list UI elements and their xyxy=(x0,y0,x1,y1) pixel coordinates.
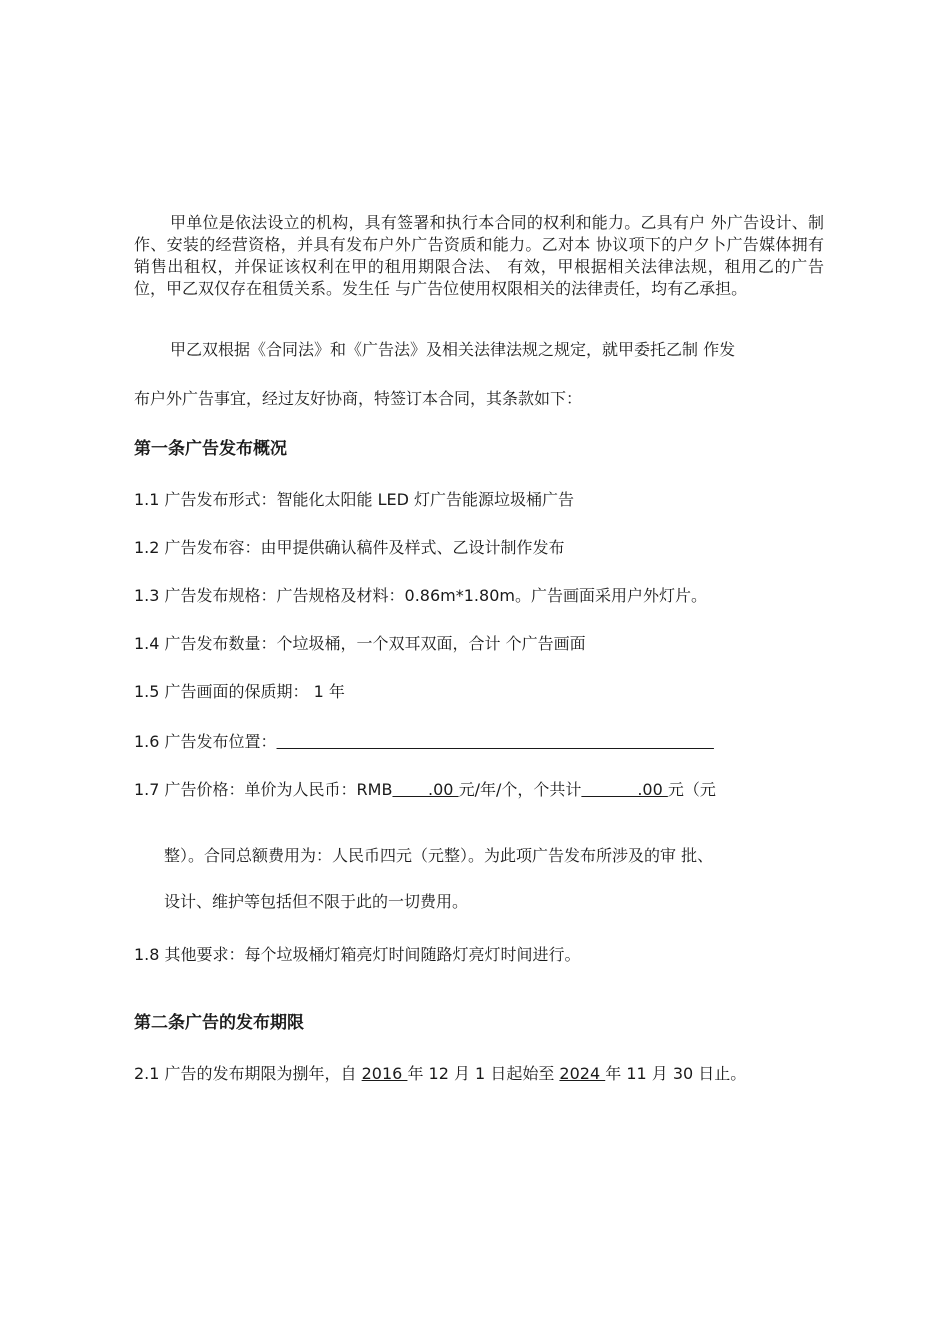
section-2-heading: 第二条广告的发布期限 xyxy=(134,1013,304,1033)
item-1-7 xyxy=(134,777,824,800)
item-1-7-total-blank: .00 xyxy=(581,780,668,799)
item-2-1 xyxy=(134,1061,824,1084)
intro-paragraph-2-line-2: 布户外广告事宜，经过友好协商，特签订本合同，其条款如下： xyxy=(134,389,583,408)
item-1-3: 1.3 广告发布规格：广告规格及材料：0.86m*1.80m。广告画面采用户外灯片。 xyxy=(134,586,707,605)
item-1-5: 1.5 广告画面的保质期： 1 年 xyxy=(134,682,345,701)
item-1-2: 1.2 广告发布容：由甲提供确认稿件及样式、乙设计制作发布 xyxy=(134,538,565,557)
item-1-7-unit-price-blank: .00 xyxy=(392,780,459,799)
item-1-7-total-text: 元（元 xyxy=(667,780,716,799)
item-1-1: 1.1 广告发布形式：智能化太阳能 LED 灯广告能源垃圾桶广告 xyxy=(134,490,575,509)
item-1-4: 1.4 广告发布数量：个垃圾桶，一个双耳双面，合计 个广告画面 xyxy=(134,634,586,653)
item-1-7-unit-text: 元/年/个，个共计 xyxy=(458,780,582,799)
item-1-8: 1.8 其他要求：每个垃圾桶灯箱亮灯时间随路灯亮灯时间进行。 xyxy=(134,945,581,964)
item-2-1-end-text: 年 11 月 30 日止。 xyxy=(605,1064,747,1083)
item-1-6-label: 1.6 广告发布位置： xyxy=(134,732,277,751)
section-1-heading: 第一条广告发布概况 xyxy=(134,439,287,459)
item-1-7-continuation-2: 设计、维护等包括但不限于此的一切费用。 xyxy=(164,892,469,911)
item-1-7-label: 1.7 广告价格：单价为人民币：RMB xyxy=(134,780,393,799)
intro-paragraph-2-line-1: 甲乙双根据《合同法》和《广告法》及相关法律法规之规定，就甲委托乙制 作发 xyxy=(170,340,736,359)
item-2-1-start-year: 2016 xyxy=(361,1064,408,1083)
item-2-1-label: 2.1 广告的发布期限为捌年，自 xyxy=(134,1064,362,1083)
item-1-6 xyxy=(134,729,824,752)
item-2-1-end-year: 2024 xyxy=(559,1064,606,1083)
item-2-1-mid-text: 年 12 月 1 日起始至 xyxy=(407,1064,560,1083)
intro-paragraph-1: 甲单位是依法设立的机构，具有签署和执行本合同的权利和能力。乙具有户 外广告设计、制作、安装的经营资格，并具有发布户外广告资质和能力。乙对本 协议项下的户夕卜广告媒体拥有销售出租权，并保证该权利在甲的租用期限合法、 有效，甲根据相关法律法规，租用乙的广告位，甲乙双仅存在租赁关系。发生任 与广告位使用权限相关的法律责任，均有乙承担。 xyxy=(134,213,824,298)
item-1-6-blank-line xyxy=(277,732,714,751)
item-1-7-continuation-1: 整）。合同总额费用为：人民币四元（元整）。为此项广告发布所涉及的审 批、 xyxy=(164,846,714,865)
